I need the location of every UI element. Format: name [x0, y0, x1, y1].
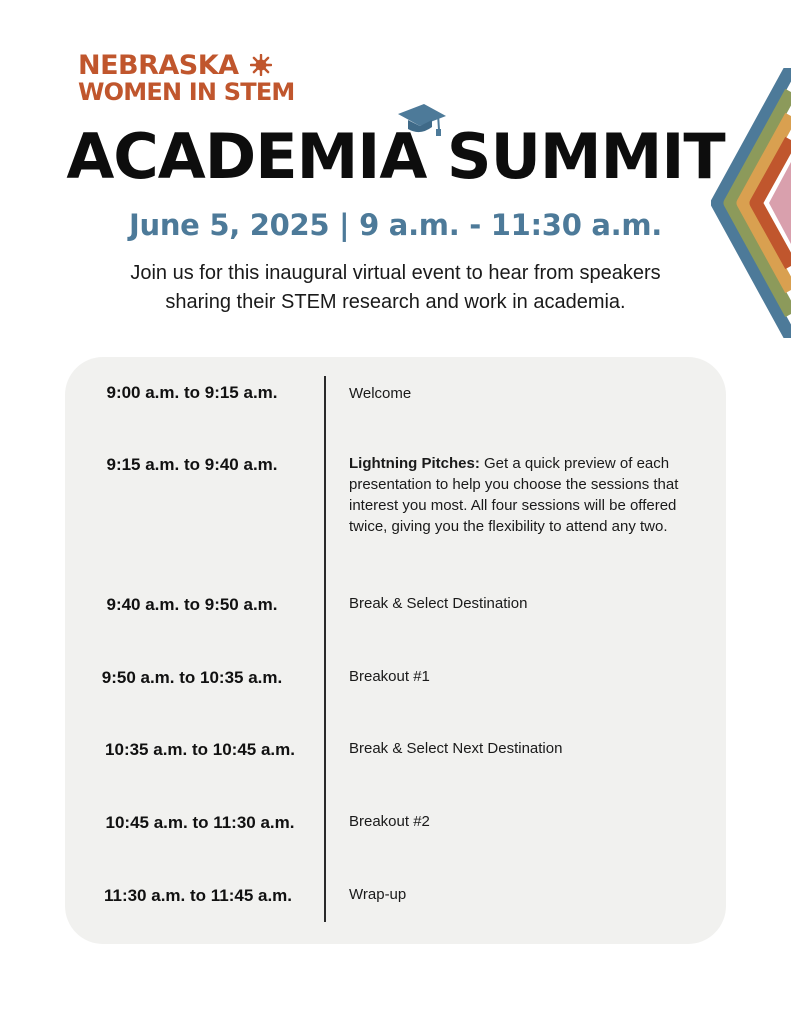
schedule-desc-6: Breakout #2: [349, 813, 430, 830]
intro-line-1: Join us for this inaugural virtual event to hear from speakers: [130, 262, 661, 284]
brand-logo: [78, 52, 295, 106]
schedule-time-7: 11:30 a.m. to 11:45 a.m.: [103, 886, 293, 905]
schedule-desc-5: Break & Select Next Destination: [349, 740, 563, 757]
brand-line-2: WOMEN IN STEM: [78, 78, 295, 106]
event-intro: [60, 259, 731, 317]
schedule-time-4: 9:50 a.m. to 10:35 a.m.: [101, 668, 283, 687]
schedule-time-6: 10:45 a.m. to 11:30 a.m.: [105, 813, 295, 832]
schedule-desc-4: Breakout #1: [349, 668, 430, 685]
intro-line-2: sharing their STEM research and work in academia.: [165, 291, 626, 313]
sun-icon: [250, 54, 272, 76]
schedule-time-2: 9:15 a.m. to 9:40 a.m.: [106, 455, 278, 474]
schedule-divider: [324, 376, 326, 922]
brand-line-1: NEBRASKA: [78, 50, 239, 81]
schedule-time-5: 10:35 a.m. to 10:45 a.m.: [105, 740, 295, 759]
schedule-desc-2-body: Get a quick preview of each presentation to help you choose the sessions that interest you most. All four sessions will be offered twice, giving you the flexibility to attend any two.: [349, 455, 679, 535]
event-date: June 5, 2025 | 9 a.m. - 11:30 a.m.: [129, 208, 662, 242]
schedule-time-1: 9:00 a.m. to 9:15 a.m.: [106, 383, 278, 402]
schedule-panel: [65, 357, 726, 944]
schedule-desc-1: Welcome: [349, 385, 412, 402]
decorative-chevron: [711, 68, 791, 338]
schedule-time-3: 9:40 a.m. to 9:50 a.m.: [106, 595, 278, 614]
page-title: ACADEMIA SUMMIT: [66, 120, 725, 193]
schedule-desc-2-title: Lightning Pitches:: [349, 455, 480, 472]
schedule-desc-3: Break & Select Destination: [349, 595, 528, 612]
schedule-desc-2: [349, 453, 709, 537]
schedule-desc-7: Wrap-up: [349, 886, 407, 903]
